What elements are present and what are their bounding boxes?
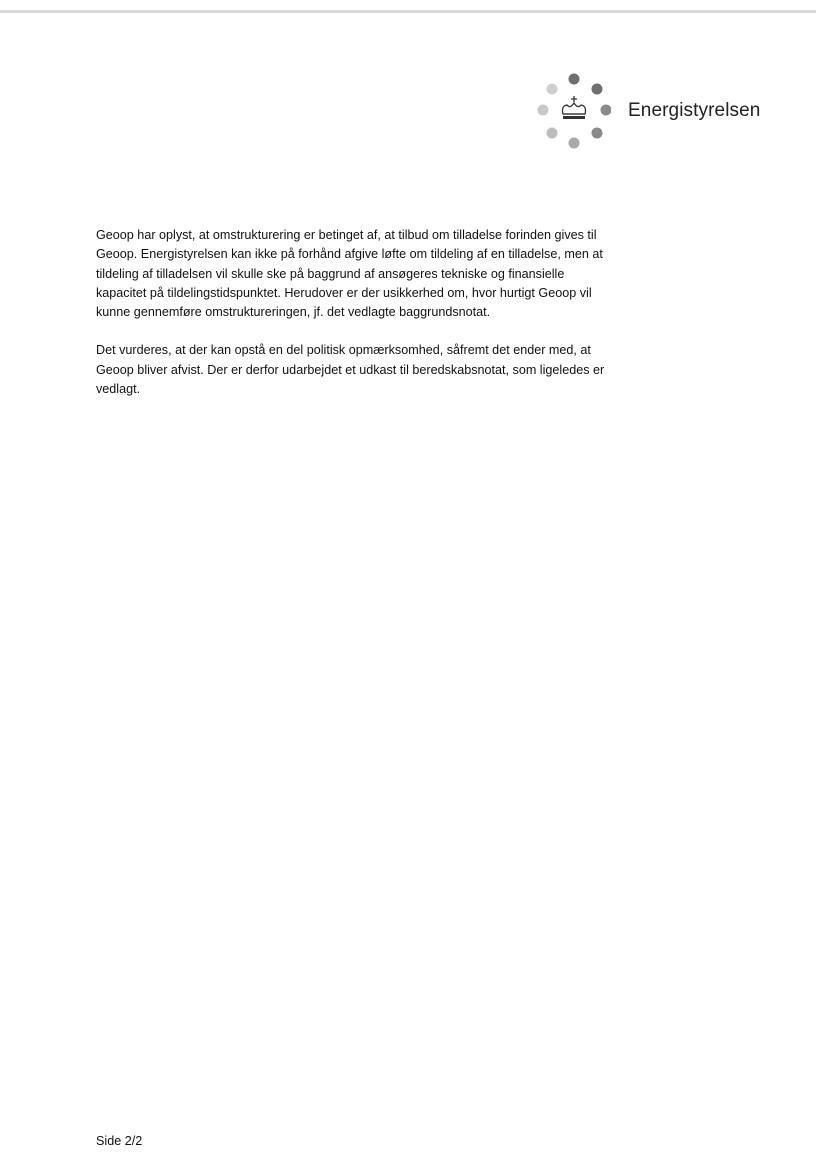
page-number: Side 2/2 — [96, 1134, 143, 1148]
paragraph: Det vurderes, at der kan opstå en del politisk opmærksomhed, såfremt det ender med, at Geoop bliver afvist. Der er derfor udarbejdet et udkast til beredskabsnotat, som ligeledes er vedlagt. — [96, 343, 605, 397]
paragraph: Geoop har oplyst, at omstrukturering er betinget af, at tilbud om tilladelse forinden gives til Geoop. Energistyrelsen kan ikke på forhånd afgive løfte om tildeling af en tilladelse, men at tildeling af tilladelsen vil skulle ske på baggrund af ansøgeres tekniske og finansielle kapacitet på tildelingstidspunktet. Herudover er der usikkerhed om, hvor hurtigt Geoop vil kunne gennemføre omstruktureringen, jf. det vedlagte baggrundsnotat. — [96, 228, 603, 320]
top-rule — [0, 10, 816, 13]
header-logo — [535, 70, 775, 154]
letter-body — [96, 226, 616, 418]
organization-name: Energistyrelsen — [628, 100, 761, 121]
crown-with-dots-logo-icon — [535, 70, 611, 154]
